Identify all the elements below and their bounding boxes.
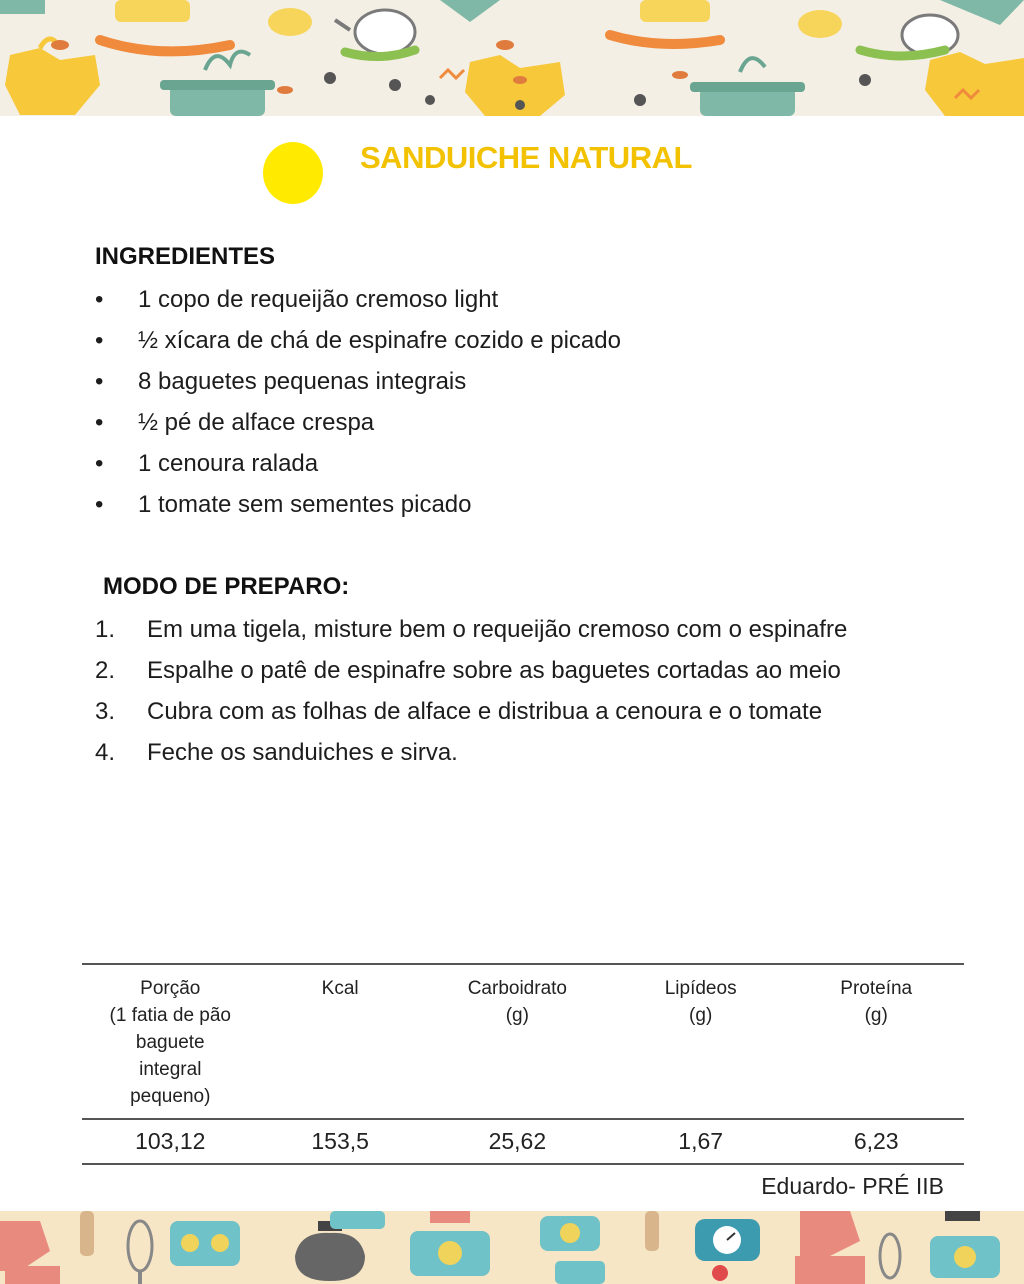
header-carbs: Carboidrato (g) [422,964,613,1119]
step-text: Feche os sanduiches e sirva. [147,739,458,766]
bullet-icon: • [95,450,104,477]
bullet-icon: • [95,491,104,518]
value-kcal: 153,5 [259,1119,422,1164]
ingredient-text: 1 copo de requeijão cremoso light [138,286,499,313]
header-lipids: Lipídeos (g) [613,964,789,1119]
top-kitchen-banner [0,0,1024,116]
bullet-icon: • [95,286,104,313]
radio-icon [410,1231,490,1276]
step-number: 1. [95,616,116,643]
nutrition-table [82,963,964,1165]
recipe-title: SANDUICHE NATURAL [360,140,692,175]
apron-icon [925,52,1024,116]
step-number: 3. [95,698,116,725]
ingredients-heading: INGREDIENTES [95,243,276,270]
clock-icon [330,1211,385,1229]
header-protein: Proteína (g) [788,964,964,1119]
author-credit: Eduardo- PRÉ IIB [761,1173,944,1199]
ingredient-text: ½ pé de alface crespa [138,409,375,436]
value-carbs: 25,62 [422,1119,613,1164]
radio-icon [170,1221,240,1266]
step-text: Cubra com as folhas de alface e distribua a cenoura e o tomate [147,698,823,725]
value-portion: 103,12 [82,1119,259,1164]
value-lipids: 1,67 [613,1119,789,1164]
ingredient-text: 1 cenoura ralada [138,450,319,477]
step-number: 4. [95,739,116,766]
ingredient-text: 1 tomate sem sementes picado [138,491,472,518]
ingredient-text: ½ xícara de chá de espinafre cozido e picado [138,327,621,354]
step-text: Espalhe o patê de espinafre sobre as baguetes cortadas ao meio [147,657,841,684]
ingredient-text: 8 baguetes pequenas integrais [138,368,467,395]
step-number: 2. [95,657,116,684]
method-heading: MODO DE PREPARO: [103,573,350,600]
header-kcal: Kcal [259,964,422,1119]
table-row [82,1119,964,1164]
nutrition-header-row [82,964,964,1119]
title-dot [263,142,323,204]
bullet-icon: • [95,409,104,436]
step-text: Em uma tigela, misture bem o requeijão cremoso com o espinafre [147,616,848,643]
value-protein: 6,23 [788,1119,964,1164]
clock-icon [695,1219,760,1261]
header-portion: Porção (1 fatia de pão baguete integral pequeno) [82,964,259,1119]
bullet-icon: • [95,368,104,395]
rolling-pin-icon [645,1211,659,1251]
rolling-pin-icon [80,1211,94,1256]
bullet-icon: • [95,327,104,354]
bottom-kitchen-banner [0,1211,1024,1284]
radio-icon [930,1236,1000,1278]
radio-icon [540,1216,600,1251]
